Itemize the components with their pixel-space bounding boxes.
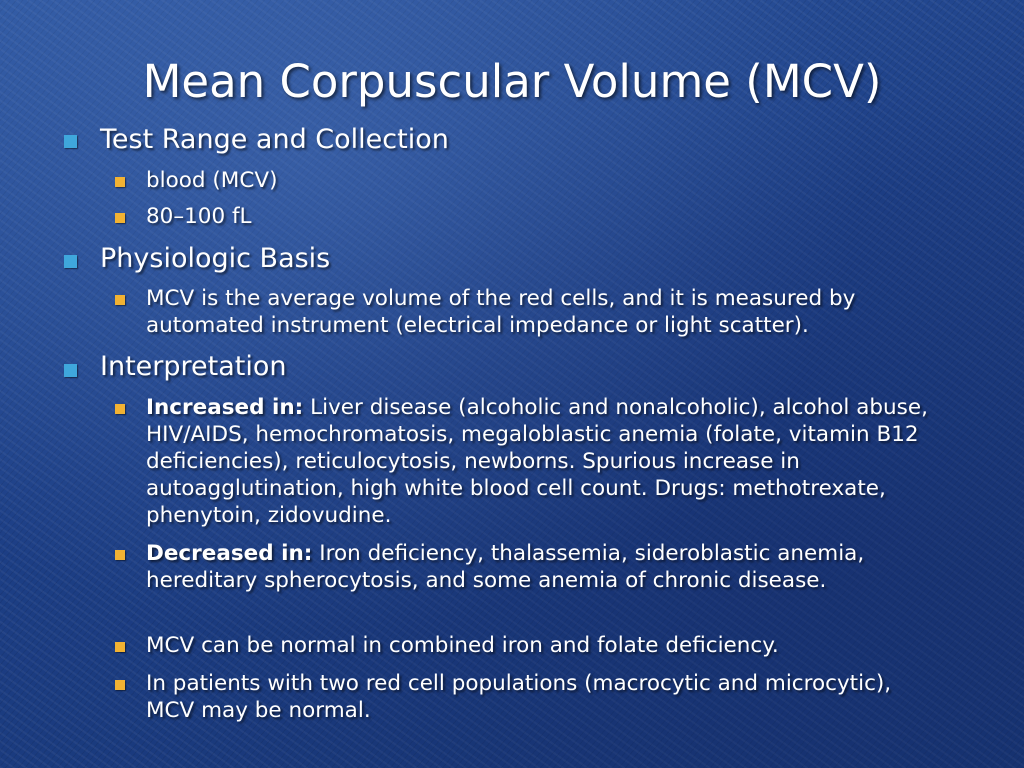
section-heading-interpretation: Interpretation: [100, 351, 287, 382]
level2-bullet-icon: [115, 213, 125, 223]
level2-bullet-icon: [115, 680, 125, 690]
section-heading-physiologic-basis: Physiologic Basis: [100, 243, 331, 274]
level2-bullet-icon: [115, 642, 125, 652]
list-item-combined-deficiency: MCV can be normal in combined iron and folate deficiency.: [146, 633, 779, 658]
increased-in-label: Increased in:: [146, 395, 304, 420]
list-item-physiologic-basis: MCV is the average volume of the red cells, and it is measured by automated instrument (electrical impedance or light scatter).: [146, 286, 856, 338]
level1-bullet-icon: [64, 255, 77, 268]
list-item-decreased-in: [146, 540, 946, 594]
level2-bullet-icon: [115, 404, 125, 414]
decreased-in-label: Decreased in:: [146, 541, 313, 566]
level1-bullet-icon: [64, 364, 77, 377]
section-heading-test-range: Test Range and Collection: [100, 124, 449, 155]
increased-in-text: Liver disease (alcoholic and nonalcoholic), alcohol abuse, HIV/AIDS, hemochromatosis, megaloblastic anemia (folate, vitamin B12 deficiencies), reticulocytosis, newborns. Spurious increase in autoagglutination, high white blood cell count. Drugs: methotrexate, phenytoin, zidovudine.: [146, 395, 928, 528]
level2-bullet-icon: [115, 177, 125, 187]
slide-title: Mean Corpuscular Volume (MCV): [142, 55, 882, 108]
level2-bullet-icon: [115, 295, 125, 305]
list-item-increased-in: [146, 394, 946, 529]
level1-bullet-icon: [64, 135, 77, 148]
list-item-range: 80–100 fL: [146, 204, 252, 229]
decreased-in-text: Iron deficiency, thalassemia, sideroblastic anemia, hereditary spherocytosis, and some anemia of chronic disease.: [146, 541, 865, 593]
list-item-specimen: blood (MCV): [146, 168, 278, 193]
level2-bullet-icon: [115, 550, 125, 560]
list-item-two-populations: In patients with two red cell populations (macrocytic and microcytic), MCV may be normal.: [146, 671, 892, 723]
